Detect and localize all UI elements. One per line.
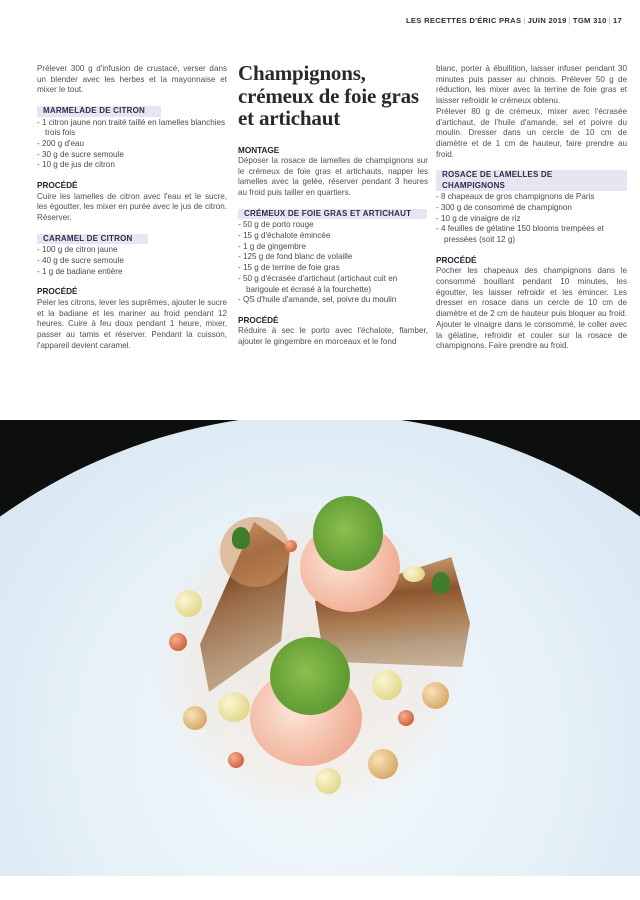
lemon-gel-bead [218,692,250,722]
caramel-gel-bead [228,752,244,768]
ingredient-item: - 15 g de terrine de foie gras [238,263,340,273]
ingredient-item: - 10 g de vinaigre de riz [436,213,521,223]
issue-date: JUIN 2019 [527,16,567,25]
ingredient-item: - 4 feuilles de gélatine 150 blooms trempées et pressées (soit 12 g) [436,224,604,245]
caramel-gel-bead [285,540,297,552]
lemon-gel-bead [315,768,341,794]
running-header [406,16,622,25]
intro-paragraph: Prélever 300 g d'infusion de crustacé, verser dans un blender avec les herbes et la mayonnaise et mixer le tout. [37,64,227,95]
cremeux-method-continued: blanc, porter à ébullition, laisser infuser pendant 30 minutes puis passer au chinois. Prélever 50 g de réduction, les mixer avec la terrine de foie gras et laisser refroidir le crémeux obtenu. [436,64,627,106]
text-column-3 [436,64,627,352]
ingredient-item: - 50 g d'écrasée d'artichaut (artichaut cuit en barigoule et écrasé à la fourchette) [238,273,398,294]
ingredient-item: - 30 g de sucre semoule [37,149,124,159]
montage-paragraph: Déposer la rosace de lamelles de champignons sur le crémeux de foie gras et artichauts, napper les lamelles avec la gelée, réserver pendant 3 heures au froid puis tailler en quartiers. [238,156,428,198]
method-paragraph-marmelade: Cuire les lamelles de citron avec l'eau et le sucre, les égoutter, les mixer en purée avec le jus de citron. Réserver. [37,191,227,223]
lemon-gel-bead [403,566,425,582]
text-column-2 [238,61,428,348]
method-heading: PROCÉDÉ [37,181,78,191]
lemon-gel-bead [372,670,402,700]
nasturtium-leaf [313,496,383,571]
lemon-gel-bead [175,590,202,617]
separator: | [608,16,611,25]
nasturtium-leaf [270,637,350,715]
method-paragraph-rosace: Pocher les chapeaux des champignons dans le consommé bouillant pendant 10 minutes, les égoutter, les laisser refroidir et les émincer. Les dresser en rosace dans un cercle de 10 cm de diamètre et de 2 cm de hauteur puis bloquer au froid. Ajouter le vinaigre dans le consommé, le coller avec la gélatine, refroidir et couler sur la rosace de champignons. Faire prendre au froid. [436,266,627,351]
separator: | [523,16,526,25]
ingredient-item: - 10 g de jus de citron [37,160,115,170]
amber-gel-bead [183,706,207,730]
ingredient-list-caramel [37,245,227,277]
ingredient-list-rosace [436,192,627,246]
magazine-issue: TGM 310 [572,16,607,25]
ingredient-item: - 1 citron jaune non traité taillé en lamelles blanchies trois fois [37,117,226,138]
plated-dish [150,482,490,802]
ingredient-item: - 200 g d'eau [37,139,84,149]
method-paragraph-caramel: Peler les citrons, lever les suprêmes, ajouter le sucre et la badiane et les mariner au froid pendant 12 heures. Cuire à feu doux pendant 1 heure, mixer, passer au tamis et réserver. Pendant la cuisson, l'appareil devient caramel. [37,297,227,350]
ingredient-item: - 15 g d'échalote émincée [238,231,331,241]
ingredient-item: - 1 g de gingembre [238,241,306,251]
ingredient-item: - 50 g de porto rouge [238,220,314,230]
ingredient-item: - 8 chapeaux de gros champignons de Paris [436,192,595,202]
ingredient-item: - 40 g de sucre semoule [37,255,124,265]
section-heading-cremeux: CRÉMEUX DE FOIE GRAS ET ARTICHAUT [238,209,427,220]
herb-leaf [432,572,450,594]
dish-photo [0,420,640,876]
caramel-gel-bead [398,710,414,726]
montage-heading: MONTAGE [238,145,280,155]
series-title: LES RECETTES D'ÉRIC PRAS [405,16,522,25]
text-column-1 [37,64,227,351]
ingredient-item: - 100 g de citron jaune [37,245,118,255]
section-heading-caramel: CARAMEL DE CITRON [37,234,148,245]
ingredient-item: - 1 g de badiane entière [37,266,123,276]
herb-leaf [232,527,250,549]
ingredient-list-marmelade [37,118,227,172]
caramel-gel-bead [169,633,187,651]
cremeux-assembly-paragraph: Prélever 80 g de crémeux, mixer avec l'écrasée d'artichaut, de l'huile d'amande, sel et poivre du moulin. Dresser dans un cercle de 10 cm de diamètre et de 1 cm de hauteur, faire prendre au froid. [436,106,627,159]
ingredient-item: - 125 g de fond blanc de volaille [238,252,353,262]
ingredient-item: - QS d'huile d'amande, sel, poivre du moulin [238,295,397,305]
tuile [220,517,290,587]
amber-gel-bead [422,682,449,709]
ingredient-item: - 300 g de consommé de champignon [436,203,572,213]
section-heading-rosace: ROSACE DE LAMELLES DE CHAMPIGNONS [436,170,627,191]
amber-gel-bead [368,749,398,779]
method-heading: PROCÉDÉ [238,315,279,325]
method-heading: PROCÉDÉ [436,255,477,265]
method-paragraph-cremeux: Réduire à sec le porto avec l'échalote, flamber, ajouter le gingembre en morceaux et le fond [238,326,428,347]
separator: | [568,16,571,25]
recipe-title: Champignons, crémeux de foie gras et artichaut [238,61,419,130]
method-heading: PROCÉDÉ [37,287,78,297]
section-heading-marmelade: MARMELADE DE CITRON [37,106,161,117]
ingredient-list-cremeux [238,220,428,306]
page-number: 17 [612,16,622,25]
